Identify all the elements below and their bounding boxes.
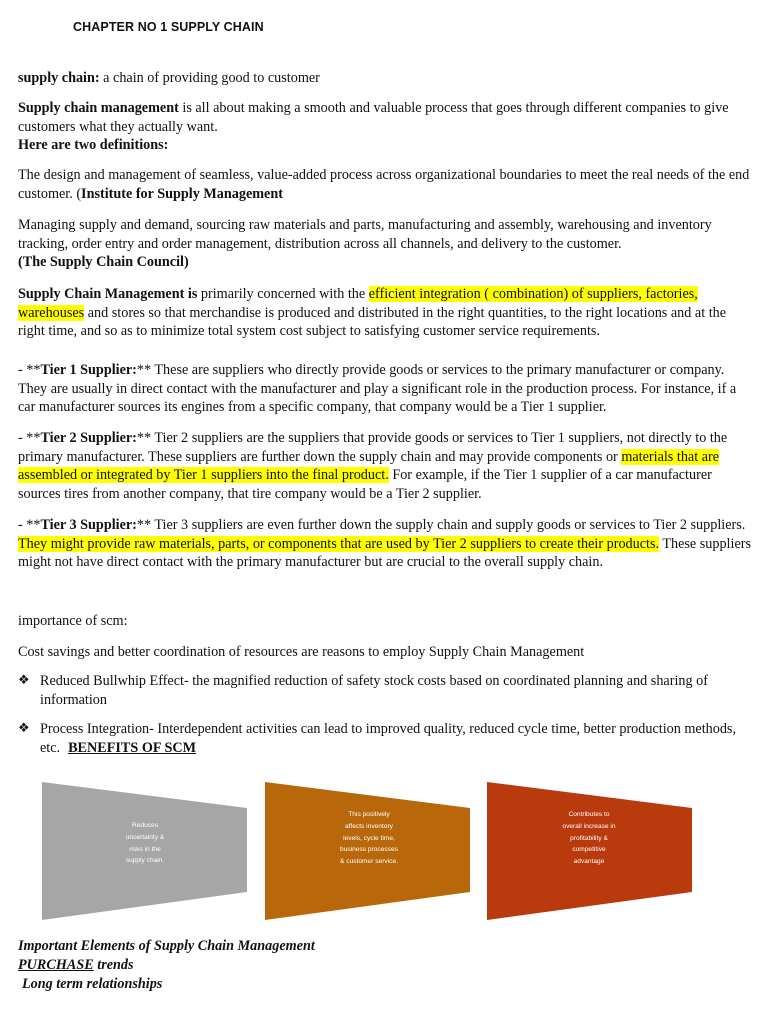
trends-label: trends [93,957,134,973]
highlight-integration: efficient integration ( combination) of suppliers, factories, warehouses [18,286,698,321]
term-supply-chain: supply chain: [18,70,100,86]
tier-1-text: These are suppliers who directly provide goods or services to the primary manufacturer or company. They are usually in direct contact with the manufacturer and play a significant role in the production process. For instance, if a car manufacturer sources its engines from a specific company, that company would be a Tier 1 supplier. [18,362,737,415]
tier-3-label: Tier 3 Supplier: [40,517,137,533]
tier-2-suffix: ** [136,430,152,446]
list-item [18,672,758,709]
purchase-trends-line [18,956,315,975]
paragraph-supply-chain [18,69,752,88]
paragraph-scm [18,99,752,155]
benefits-of-scm-heading: BENEFITS OF SCM [68,739,197,756]
definition-1-source: Institute for Supply Management [81,185,283,202]
definition-text: a chain of providing good to customer [99,70,320,86]
tier-2-label: Tier 2 Supplier: [40,430,137,446]
tier-2-pre: Tier 2 suppliers are the suppliers that provide goods or services to Tier 1 suppliers, not directly to the primary manufacturer. These suppliers are further down the supply chain and may provide components or [18,430,728,465]
tier-3-pre: Tier 3 suppliers are even further down the supply chain and supply goods or services to Tier 2 suppliers. [151,517,746,533]
paragraph-definition-1 [18,166,752,203]
benefits-diagram [40,780,700,922]
diamond-bullet-icon: ❖ [18,721,30,736]
two-definitions-heading: Here are two definitions: [18,137,169,153]
benefit-text-1: Reduces uncertainty & risks in the supply chain. [125,822,165,865]
chapter-title: CHAPTER NO 1 SUPPLY CHAIN [73,20,264,34]
tier-2-post: For example, if the Tier 1 supplier of a car manufacturer sources tires from another company, that tire company would be a Tier 2 supplier. [18,467,712,502]
important-elements-section [18,937,315,994]
highlight-tier-3: They might provide raw materials, parts, or components that are used by Tier 2 suppliers to create their products. [18,535,660,552]
term-scm-is: Supply Chain Management is [18,286,198,302]
benefit-list [18,672,758,757]
paragraph-tier-3 [18,516,752,572]
important-elements-heading: Important Elements of Supply Chain Management [18,938,315,954]
tier-1-label: Tier 1 Supplier: [40,362,137,378]
tier-1-suffix: ** [136,362,152,378]
scm-description: is all about making a smooth and valuable process that goes through different companies to give customers what they actually want. [18,100,729,135]
definition-2-source: (The Supply Chain Council) [18,254,189,270]
paragraph-scm-concern [18,285,752,341]
diamond-bullet-icon: ❖ [18,673,30,688]
list-item [18,720,758,757]
paragraph-tier-1 [18,361,752,417]
bullet-text: Process Integration- Interdependent activities can lead to improved quality, reduced cycle time, better production methods, etc. [40,721,736,756]
benefit-text-3: Contributes to overall increase in profitability & competitive advantage [562,811,616,866]
purchase-label: PURCHASE [18,957,94,973]
highlight-tier-2: materials that are assembled or integrated by Tier 1 suppliers into the final product. [18,448,720,483]
cost-savings-text: Cost savings and better coordination of resources are reasons to employ Supply Chain Management [18,644,585,660]
tier-3-suffix: ** [136,517,152,533]
importance-heading: importance of scm: [18,613,128,629]
paragraph-definition-2 [18,216,752,272]
definition-2-text: Managing supply and demand, sourcing raw materials and parts, manufacturing and assembly, warehousing and inventory tracking, order entry and order management, distribution across all channels, and delivery to the customer. [18,217,712,252]
tier-3-prefix: - ** [18,517,41,533]
tier-3-post: These suppliers might not have direct contact with the primary manufacturer but are crucial to the overall supply chain. [18,535,751,570]
scm-concern-post: and stores so that merchandise is produced and distributed in the right quantities, to the right locations and at the right time, and so as to minimize total system cost subject to satisfying customer service requirements. [18,304,727,339]
bullet-text: Reduced Bullwhip Effect- the magnified reduction of safety stock costs based on coordinated planning and sharing of information [40,673,708,708]
scm-concern-pre: primarily concerned with the [197,286,369,302]
tier-2-prefix: - ** [18,430,41,446]
long-term-relationships: Long term relationships [22,976,163,992]
term-scm: Supply chain management [18,100,179,116]
tier-1-prefix: - ** [18,362,41,378]
definition-1-text: The design and management of seamless, value-added process across organizational boundaries to meet the real needs of the end customer. ( [18,167,750,202]
paragraph-tier-2 [18,429,752,503]
benefit-text-2: This positively affects inventory levels, cycle time, business processes & customer service. [340,811,398,866]
